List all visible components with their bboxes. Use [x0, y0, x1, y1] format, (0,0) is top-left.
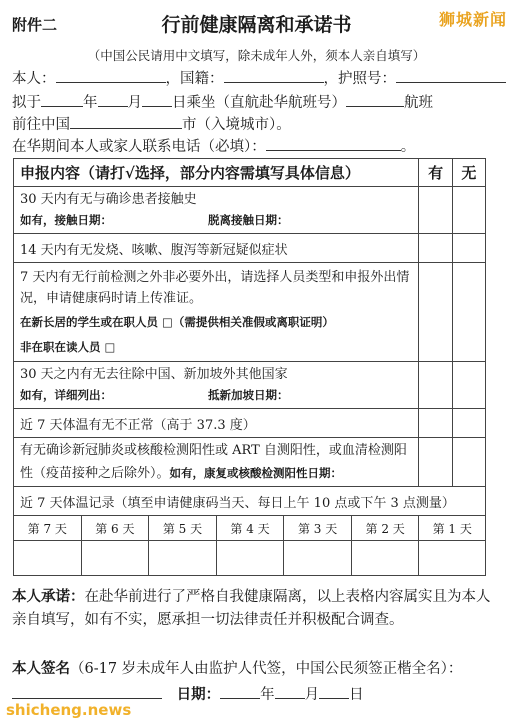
row-text: 30 天之内有无去往除中国、新加坡外其他国家: [20, 367, 288, 382]
yes-checkbox[interactable]: [419, 362, 452, 409]
dest-suffix: 市（入境城市）。: [182, 117, 291, 133]
contact-line: [12, 135, 415, 156]
sign-year-label: 年: [260, 687, 275, 703]
destination-line: [12, 113, 291, 134]
sign-month-field[interactable]: [275, 684, 305, 699]
no-checkbox[interactable]: [452, 187, 485, 234]
promise-block: [12, 585, 502, 632]
row-text: 有无确诊新冠肺炎或核酸检测阳性或 ART 自测阳性，或血清检测阳性（疫苗接种之后除外）。: [20, 442, 407, 481]
form-subtitle: （中国公民请用中文填写，除未成年人外，须本人亲自填写）: [87, 48, 426, 63]
watermark-logo-bottom: shicheng.news: [6, 701, 132, 719]
day-2-label: 第 2 天: [351, 516, 419, 541]
year-label: 年: [83, 95, 98, 111]
row-contact-history: [14, 187, 419, 234]
watermark-logo-top: 狮城新闻: [438, 10, 507, 29]
header-no: 无: [452, 159, 485, 187]
row-text: 30 天内有无与确诊患者接触史: [20, 192, 197, 207]
day-1-label: 第 1 天: [419, 516, 486, 541]
row-travel: [14, 362, 419, 409]
table-row: [14, 234, 486, 263]
header-content: 申报内容（请打√选择，部分内容需填写具体信息）: [14, 159, 419, 187]
option-non-employed: 非在职在读人员 □: [20, 339, 116, 354]
date-label: 日期：: [176, 686, 221, 703]
signature-field[interactable]: [12, 684, 162, 699]
attachment-label: 附件二: [12, 16, 58, 34]
promise-label: 本人承诺：: [12, 588, 85, 605]
name-line: [12, 67, 506, 88]
temp-day-4-field[interactable]: [216, 541, 284, 576]
form-title: 行前健康隔离和承诺书: [161, 14, 352, 36]
name-field[interactable]: [56, 68, 166, 83]
passport-label: ，护照号：: [323, 71, 396, 87]
row-temp-record: 近 7 天体温记录（填至申请健康码当天、每日上午 10 点或下午 3 点测量）: [14, 487, 486, 516]
declaration-table: [13, 158, 486, 576]
table-row: [14, 263, 486, 362]
yes-checkbox[interactable]: [419, 438, 452, 487]
contact-date-label: 如有，接触日期：: [20, 213, 112, 227]
sign-year-field[interactable]: [220, 684, 260, 699]
day-7-label: 第 7 天: [14, 516, 82, 541]
no-checkbox[interactable]: [452, 409, 485, 438]
plan-prefix: 拟于: [12, 95, 41, 111]
sign-day-label: 日: [349, 687, 364, 703]
table-row: [14, 409, 486, 438]
day-3-label: 第 3 天: [284, 516, 352, 541]
table-row: [14, 187, 486, 234]
row-sub: [20, 385, 412, 406]
flight-take-label: 日乘坐（直航赴华航班号）: [172, 95, 346, 111]
no-checkbox[interactable]: [452, 263, 485, 362]
temp-day-1-field[interactable]: [419, 541, 486, 576]
temp-day-3-field[interactable]: [284, 541, 352, 576]
day-field[interactable]: [142, 92, 172, 107]
recovery-date-label: 如有，康复或核酸检测阳性日期：: [169, 465, 343, 480]
arrival-date-label: 抵新加坡日期：: [208, 388, 289, 402]
day-4-label: 第 4 天: [216, 516, 284, 541]
table-row: [14, 362, 486, 409]
no-checkbox[interactable]: [452, 362, 485, 409]
temperature-input-row: [14, 541, 486, 576]
dest-prefix: 前往中国: [12, 117, 70, 133]
table-row: [14, 438, 486, 487]
no-checkbox[interactable]: [452, 438, 485, 487]
option-student: 在新长居的学生或在职人员 □（需提供相关准假或离职证明）: [20, 314, 334, 329]
nationality-label: ，国籍：: [165, 71, 224, 87]
day-5-label: 第 5 天: [149, 516, 217, 541]
year-field[interactable]: [41, 92, 83, 107]
signature-note: （6-17 岁未成年人由监护人代签，中国公民须签正楷全名）：: [70, 661, 463, 677]
row-positive: [14, 438, 419, 487]
yes-checkbox[interactable]: [419, 263, 452, 362]
row-symptoms: 14 天内有无发烧、咳嗽、腹泻等新冠疑似症状: [14, 234, 419, 263]
month-field[interactable]: [98, 92, 128, 107]
no-checkbox[interactable]: [452, 234, 485, 263]
row-sub: [20, 210, 412, 230]
yes-checkbox[interactable]: [419, 409, 452, 438]
table-row: [14, 487, 486, 516]
temp-day-6-field[interactable]: [81, 541, 149, 576]
flight-number-field[interactable]: [346, 92, 404, 107]
table-header-row: [14, 159, 486, 187]
passport-field[interactable]: [396, 68, 506, 83]
promise-text: 在赴华前进行了严格自我健康隔离，以上表格内容属实且为本人亲自填写，如有不实，愿承担一切法律责任并积极配合调查。: [12, 589, 491, 628]
month-label: 月: [127, 95, 142, 111]
days-row: [14, 516, 486, 541]
nationality-field[interactable]: [224, 68, 324, 83]
yes-checkbox[interactable]: [419, 234, 452, 263]
row-outing: [14, 263, 419, 362]
row-temperature: 近 7 天体温有无不正常（高于 37.3 度）: [14, 409, 419, 438]
name-label: 本人：: [12, 71, 56, 87]
sign-day-field[interactable]: [319, 684, 349, 699]
separate-date-label: 脱离接触日期：: [208, 213, 289, 227]
sign-month-label: 月: [304, 687, 320, 703]
temp-day-7-field[interactable]: [14, 541, 82, 576]
header-yes: 有: [419, 159, 452, 187]
temp-day-5-field[interactable]: [149, 541, 217, 576]
flight-line: [12, 91, 433, 112]
temp-day-2-field[interactable]: [351, 541, 419, 576]
row-text: 7 天内有无行前检测之外非必要外出，请选择人员类型和申报外出情况，申请健康码时请上传准证。: [20, 269, 410, 306]
yes-checkbox[interactable]: [419, 187, 452, 234]
contact-label: 在华期间本人或家人联系电话（必填）：: [12, 139, 266, 155]
travel-detail-label: 如有，详细列出：: [20, 388, 112, 402]
contact-field[interactable]: [266, 136, 401, 151]
signature-label: 本人签名: [12, 660, 70, 677]
city-field[interactable]: [70, 114, 182, 129]
contact-end: 。: [400, 139, 416, 155]
flight-suffix: 航班: [404, 95, 433, 111]
day-6-label: 第 6 天: [81, 516, 149, 541]
